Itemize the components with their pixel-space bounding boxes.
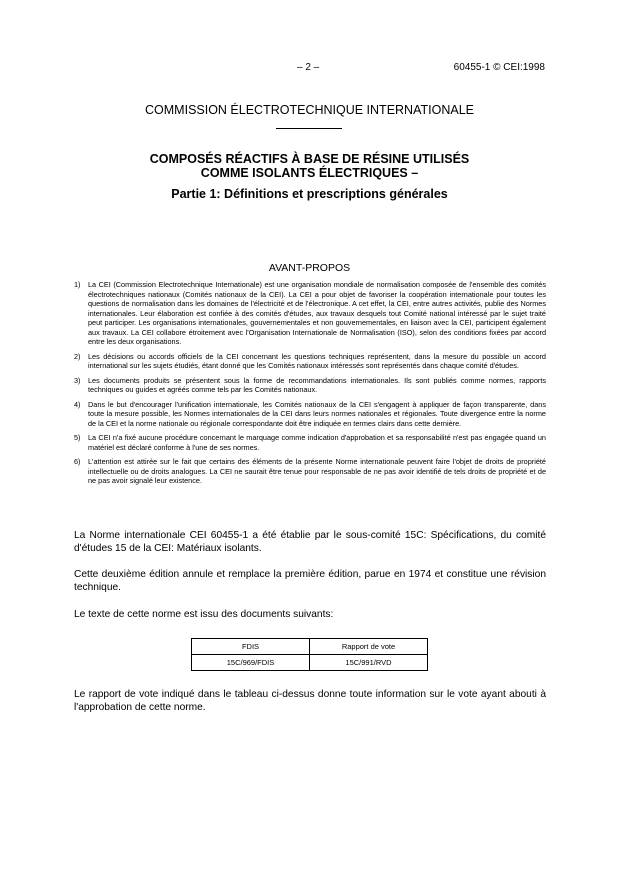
divider-rule	[276, 128, 342, 129]
foreword-list	[74, 280, 546, 491]
cell-rvd: 15C/991/RVD	[310, 655, 428, 671]
preparation-paragraph: La Norme internationale CEI 60455-1 a été établie par le sous-comité 15C: Spécifications, du comité d'études 15 de la CEI: Matériaux isolants.	[74, 530, 546, 554]
cell-fdis: 15C/969/FDIS	[192, 655, 310, 671]
item-text: La CEI n'a fixé aucune procédure concernant le marquage comme indication d'approbation et sa responsabilité n'est pas engagée quand un matériel est déclaré conforme à l'une de ses normes.	[88, 433, 546, 452]
document-reference: 60455-1 © CEI:1998	[453, 62, 545, 73]
item-text: Les décisions ou accords officiels de la CEI concernant les questions techniques représentent, dans la mesure du possible un accord international sur les sujets étudiés, étant donné que les Comités nationaux intéressés sont représentés dans chaque comité d'études.	[88, 351, 546, 370]
item-text: L'attention est attirée sur le fait que certains des éléments de la présente Norme internationale peuvent faire l'objet de droits de propriété intellectuelle ou de droits analogues. La CEI ne saurait être tenue pour responsable de ne pas avoir identifié de tels droits de propriété et de ne pas avoir signalé leur existence.	[88, 457, 546, 485]
voting-report-paragraph: Le rapport de vote indiqué dans le tableau ci-dessus donne toute information sur le vote ayant abouti à l'approbation de cette norme.	[74, 689, 546, 713]
item-number: 1)	[74, 280, 81, 289]
edition-paragraph: Cette deuxième édition annule et remplace la première édition, parue en 1974 et constitue une révision technique.	[74, 569, 546, 593]
item-number: 2)	[74, 351, 81, 361]
foreword-item	[74, 400, 546, 429]
title-line-2: COMME ISOLANTS ÉLECTRIQUES –	[200, 166, 419, 180]
foreword-item	[74, 376, 546, 395]
foreword-item	[74, 352, 546, 371]
document-subtitle: Partie 1: Définitions et prescriptions générales	[171, 187, 448, 201]
item-text: La CEI (Commission Electrotechnique Internationale) est une organisation mondiale de normalisation composée de l'ensemble des comités électrotechniques nationaux (Comités nationaux de la CEI). La CEI a pour objet de favoriser la coopération internationale pour toutes les questions de normalisation dans les domaines de l'électricité et de l'électronique. A cet effet, la CEI, entre autres activités, publie des Normes internationales. Leur élaboration est confiée à des comités d'études, aux travaux desquels tout Comité national intéressé par le sujet traité peut participer. Les organisations internationales, gouvernementales et non gouvernementales, en liaison avec la CEI, participent également aux travaux. La CEI collabore étroitement avec l'Organisation Internationale de Normalisation (ISO), selon des conditions fixées par accord entre les deux organisations.	[88, 280, 546, 346]
organization-name: COMMISSION ÉLECTROTECHNIQUE INTERNATIONALE	[145, 103, 474, 117]
item-text: Dans le but d'encourager l'unification internationale, les Comités nationaux de la CEI s'engagent à appliquer de façon transparente, dans toute la mesure possible, les Normes internationales de la CEI dans leurs normes nationales et régionales. Toute divergence entre la norme de la CEI et la norme nationale ou régionale correspondante doit être indiquée en termes clairs dans cette dernière.	[88, 399, 546, 428]
foreword-heading: AVANT-PROPOS	[268, 262, 351, 274]
source-documents-paragraph: Le texte de cette norme est issu des documents suivants:	[74, 609, 334, 620]
table-header-row	[192, 639, 428, 655]
foreword-item	[74, 433, 546, 452]
item-number: 4)	[74, 399, 81, 409]
item-number: 6)	[74, 457, 81, 466]
foreword-item	[74, 457, 546, 486]
item-number: 5)	[74, 433, 81, 442]
title-line-1: COMPOSÉS RÉACTIFS À BASE DE RÉSINE UTILISÉS	[149, 152, 470, 166]
voting-table	[191, 638, 428, 671]
item-number: 3)	[74, 375, 81, 385]
foreword-item	[74, 280, 546, 347]
header-rapport-de-vote: Rapport de vote	[310, 639, 428, 655]
document-title	[0, 152, 619, 180]
item-text: Les documents produits se présentent sous la forme de recommandations internationales. Ils sont publiés comme normes, rapports techniques ou guides et agréés comme tels par les Comités nationaux.	[88, 375, 546, 394]
page-number: – 2 –	[297, 62, 320, 73]
table-row	[192, 655, 428, 671]
header-fdis: FDIS	[192, 639, 310, 655]
